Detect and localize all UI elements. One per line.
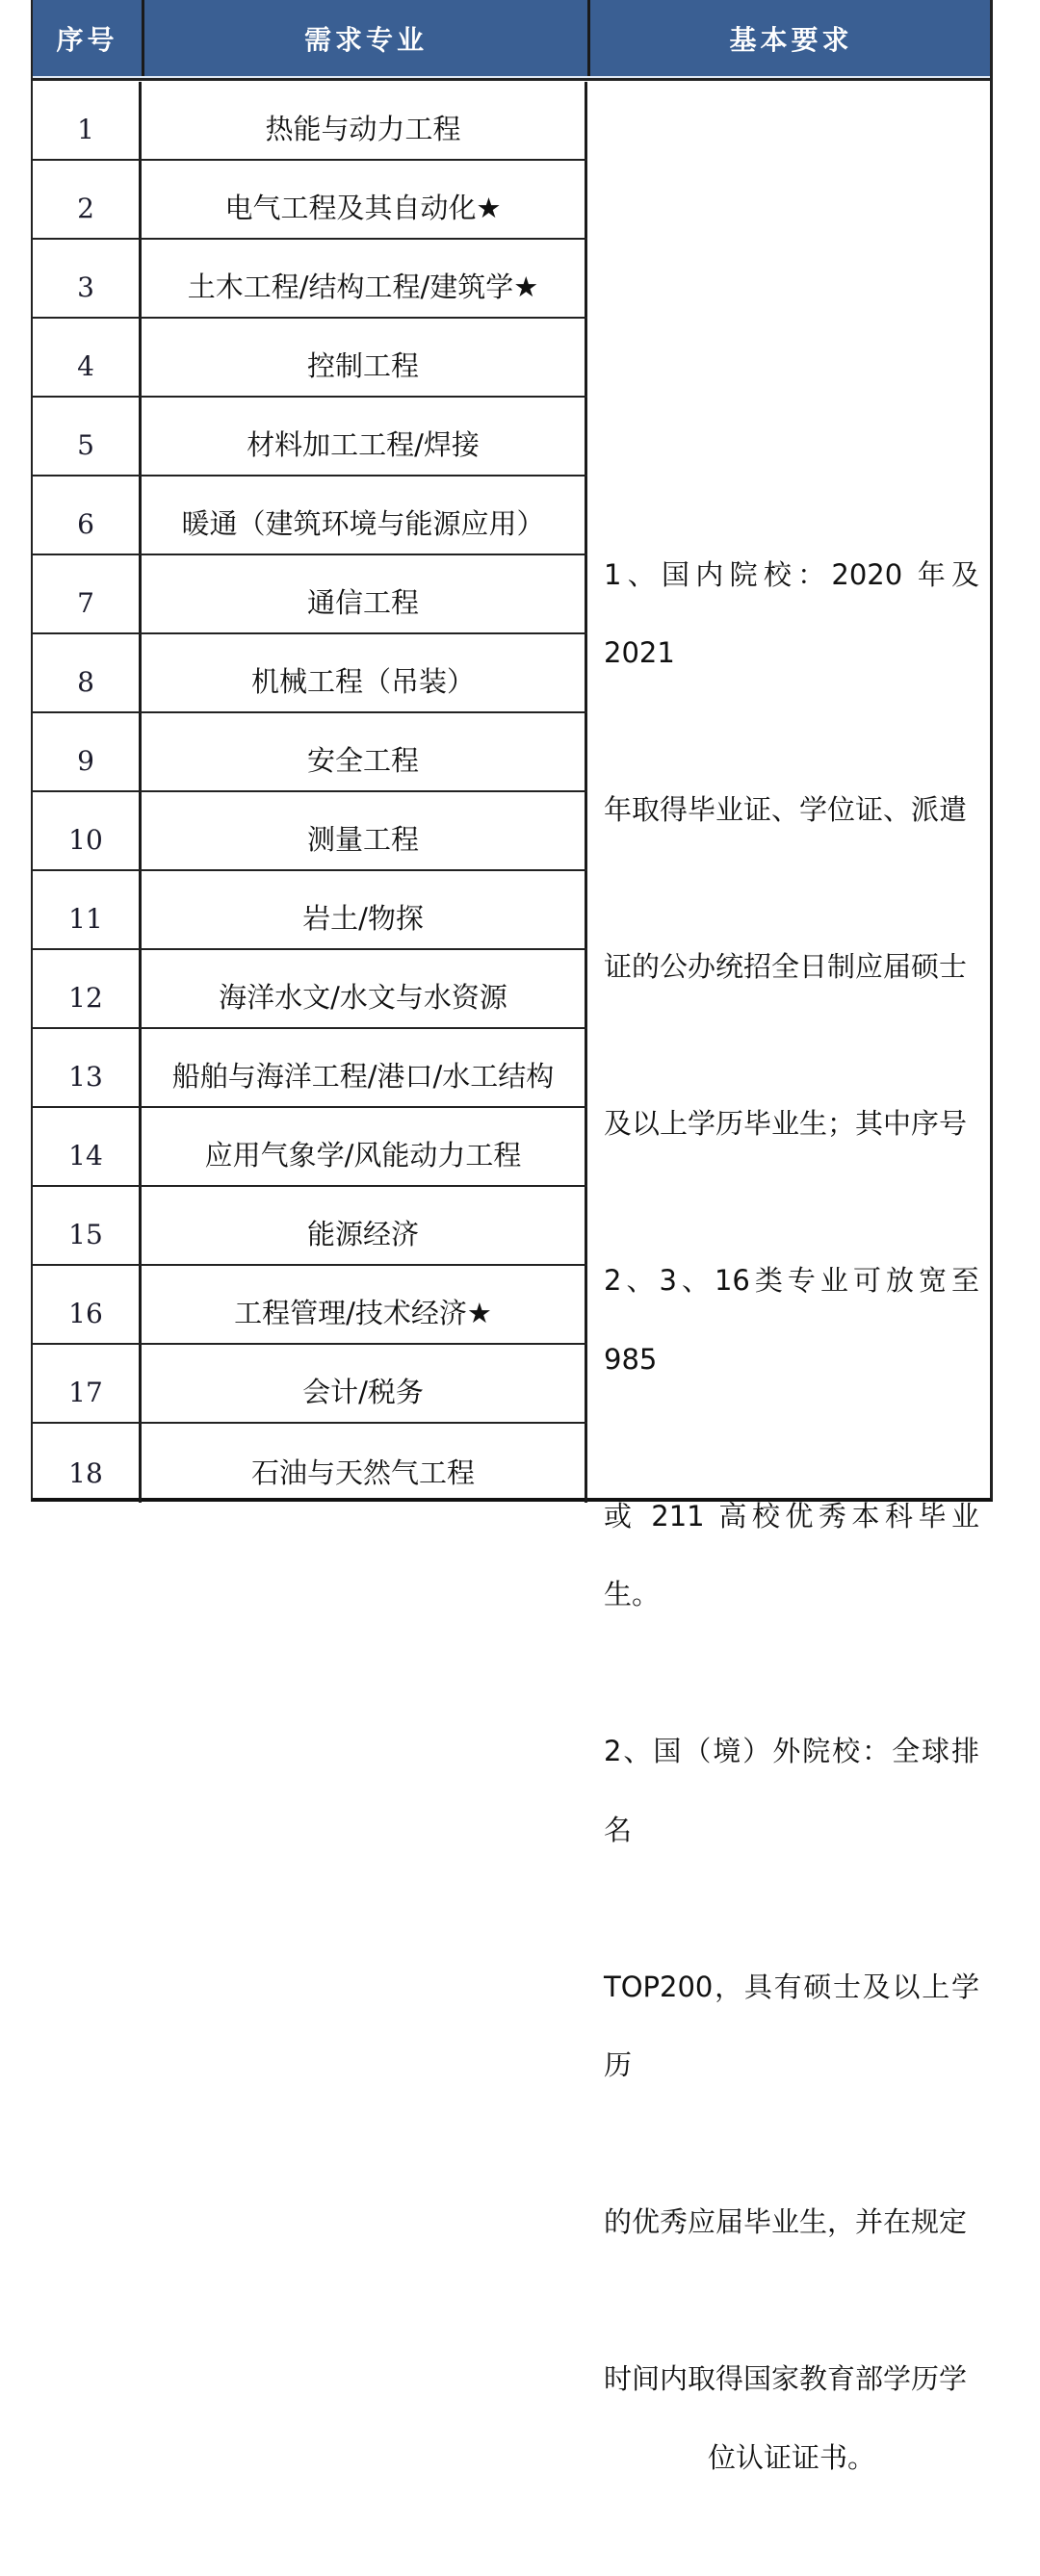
table-row <box>33 319 587 398</box>
table-row <box>33 398 587 477</box>
row-major: 能源经济 <box>142 1187 587 1264</box>
row-num: 12 <box>33 950 142 1027</box>
row-num: 9 <box>33 713 142 790</box>
table-row <box>33 82 587 161</box>
row-num: 14 <box>33 1108 142 1185</box>
row-major: 材料加工工程/焊接 <box>142 398 587 475</box>
table-row <box>33 792 587 871</box>
row-major: 热能与动力工程 <box>142 82 587 159</box>
row-major: 会计/税务 <box>142 1345 587 1422</box>
table-row <box>33 161 587 240</box>
table-row <box>33 240 587 319</box>
row-num: 7 <box>33 555 142 632</box>
req-line: 的优秀应届毕业生，并在规定 <box>604 2205 968 2238</box>
row-major: 岩土/物探 <box>142 871 587 948</box>
row-num: 3 <box>33 240 142 317</box>
req-line: 时间内取得国家教育部学历学 <box>604 2362 968 2395</box>
row-major: 船舶与海洋工程/港口/水工结构 <box>142 1029 587 1106</box>
row-major: 海洋水文/水文与水资源 <box>142 950 587 1027</box>
row-major: 测量工程 <box>142 792 587 869</box>
req-line: 年取得毕业证、学位证、派遣 <box>604 793 968 826</box>
req-line: TOP200，具有硕士及以上学历 <box>604 1970 979 2081</box>
row-major: 控制工程 <box>142 319 587 396</box>
req-line: 或 211 高校优秀本科毕业生。 <box>604 1499 979 1610</box>
req-line: 2、国（境）外院校：全球排名 <box>604 1735 979 1846</box>
row-num: 2 <box>33 161 142 238</box>
row-num: 16 <box>33 1266 142 1343</box>
table-row <box>33 1108 587 1187</box>
row-major: 应用气象学/风能动力工程 <box>142 1108 587 1185</box>
row-num: 10 <box>33 792 142 869</box>
row-major: 机械工程（吊装） <box>142 634 587 711</box>
row-num: 17 <box>33 1345 142 1422</box>
table-row <box>33 1187 587 1266</box>
row-num: 15 <box>33 1187 142 1264</box>
row-major: 暖通（建筑环境与能源应用） <box>142 477 587 554</box>
row-num: 18 <box>33 1424 142 1503</box>
table-row <box>33 1266 587 1345</box>
row-num: 4 <box>33 319 142 396</box>
table-row <box>33 713 587 792</box>
row-num: 8 <box>33 634 142 711</box>
row-num: 6 <box>33 477 142 554</box>
requirements-text <box>604 457 979 2576</box>
table-body <box>33 82 587 1503</box>
table-row <box>33 950 587 1029</box>
header-major: 需求专业 <box>144 0 590 76</box>
row-num: 5 <box>33 398 142 475</box>
majors-requirements-table <box>31 0 993 2474</box>
req-line-last: 位认证证书。 <box>707 2440 875 2474</box>
row-major: 石油与天然气工程 <box>142 1424 587 1503</box>
table-row <box>33 1345 587 1424</box>
header-num: 序号 <box>33 0 144 76</box>
table-row <box>33 555 587 634</box>
row-major: 安全工程 <box>142 713 587 790</box>
table-row <box>33 634 587 713</box>
table-header <box>33 0 990 79</box>
req-line: 证的公办统招全日制应届硕士 <box>604 950 968 983</box>
req-line: 1、国内院校：2020 年及 2021 <box>604 557 979 669</box>
table-row <box>33 871 587 950</box>
req-line: 2、3、16类专业可放宽至 985 <box>604 1264 979 1376</box>
row-major: 土木工程/结构工程/建筑学★ <box>142 240 587 317</box>
req-line: 及以上学历毕业生；其中序号 <box>604 1107 968 1140</box>
row-num: 13 <box>33 1029 142 1106</box>
table-row <box>33 1029 587 1108</box>
row-num: 11 <box>33 871 142 948</box>
table-row <box>33 477 587 555</box>
row-major: 工程管理/技术经济★ <box>142 1266 587 1343</box>
header-requirements: 基本要求 <box>729 23 853 56</box>
requirements-cell <box>590 82 992 2474</box>
table-row <box>33 1424 587 1503</box>
row-major: 通信工程 <box>142 555 587 632</box>
row-num: 1 <box>33 82 142 159</box>
row-major: 电气工程及其自动化★ <box>142 161 587 238</box>
